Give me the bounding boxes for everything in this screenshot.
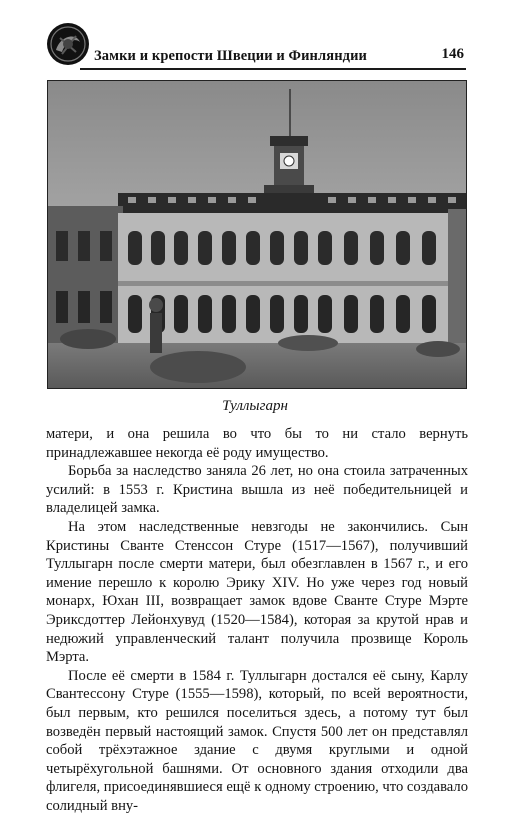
castle-photograph <box>47 80 467 389</box>
decorative-emblem-icon <box>46 22 90 66</box>
paragraph-continued: матери, и она решила во что бы то ни стало вернуть принадлежавшее некогда её роду имущество. <box>46 426 468 461</box>
figure-caption: Туллыгарн <box>222 398 288 414</box>
body-text <box>46 425 468 815</box>
paragraph: После её смерти в 1584 г. Туллыгарн достался её сыну, Карлу Свантессону Стуре (1555—1598), который, по всей вероятности, был первым, кто решился поселиться здесь, а потому тут был возведён первый настоящий замок. Спустя 500 лет он представлял собой трёхэтажное здание с двумя круглыми и одной четырёхугольной башнями. От основного здания отходили два флигеля, присоединявшиеся ещё к одному строению, что создавало солидный вну- <box>46 667 468 814</box>
paragraph: Борьба за наследство заняла 26 лет, но она стоила затраченных усилий: в 1553 г. Кристина вышла из неё победительницей и владелицей замка. <box>46 463 468 517</box>
header-rule <box>80 68 466 70</box>
running-head-title: Замки и крепости Швеции и Финляндии <box>94 48 367 64</box>
page-number: 146 <box>441 46 464 62</box>
paragraph: На этом наследственные невзгоды не закончились. Сын Кристины Сванте Стенссон Стуре (1517—1567), получивший Туллыгарн после смерти матери, был обезглавлен в 1567 г., и его имение перешло к королю Эрику XIV. Но уже через год новый монарх, Юхан III, возвращает замок вдове Сванте Стуре Мэрте Эриксдоттер Лейонхувуд (1520—1584), которая за крутой нрав и недюжий управленческий талант получила прозвище Король Мэрта. <box>46 518 468 666</box>
